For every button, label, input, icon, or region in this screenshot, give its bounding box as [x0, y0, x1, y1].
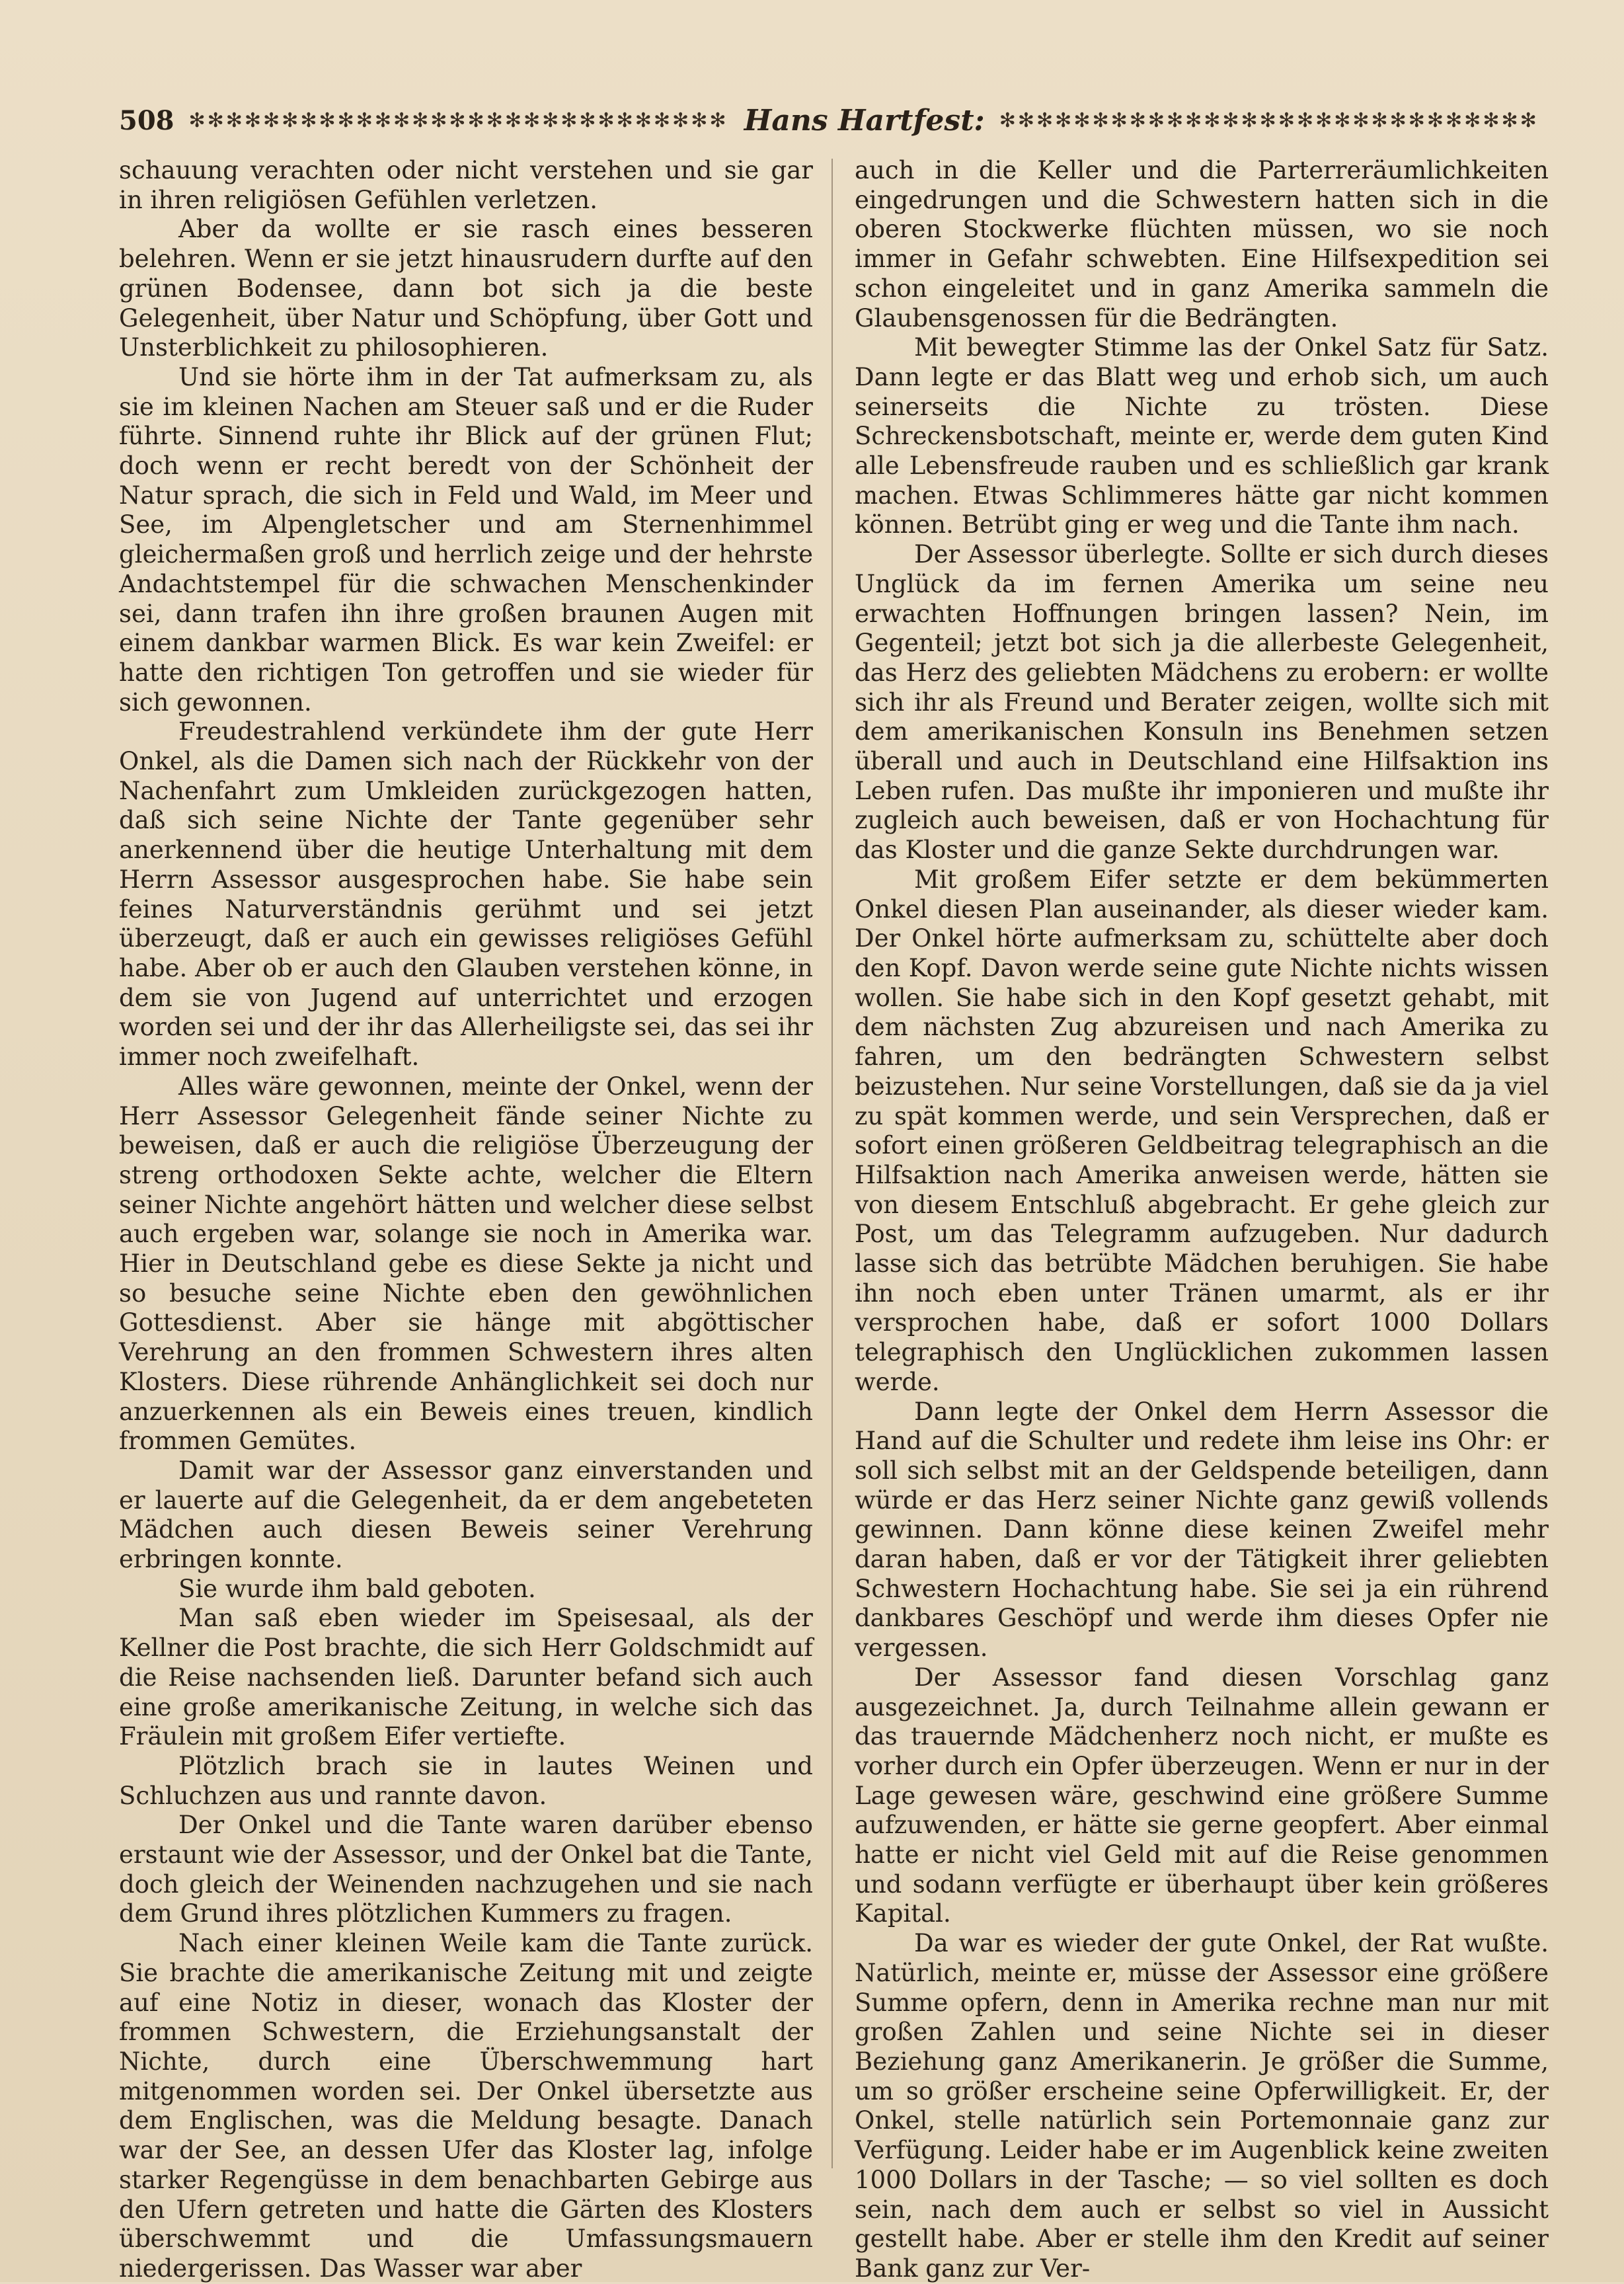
paragraph: Damit war der Assessor ganz einverstanden und er lauerte auf die Gelegenheit, da er dem angebeteten Mädchen auch diesen Beweis seiner Verehrung erbringen konnte.: [119, 1456, 813, 1574]
paragraph: auch in die Keller und die Parterreräumlichkeiten eingedrungen und die Schwestern hatten sich in die oberen Stockwerke flüchten müssen, wo sie noch immer in Gefahr schwebten. Eine Hilfsexpedition sei schon eingeleitet und in ganz Amerika sammeln die Glaubensgenossen für die Bedrängten.: [855, 156, 1549, 333]
paragraph: Sie wurde ihm bald geboten.: [178, 1574, 536, 1603]
paragraph: Aber da wollte er sie rasch eines besseren belehren. Wenn er sie jetzt hinausrudern durfte auf den grünen Bodensee, dann bot sich ja die beste Gelegenheit, über Natur und Schöpfung, über Gott und Unsterblichkeit zu philosophieren.: [119, 215, 813, 362]
paragraph: Da war es wieder der gute Onkel, der Rat wußte. Natürlich, meinte er, müsse der Assessor eine größere Summe opfern, denn in Amerika rechne man nur mit großen Zahlen und seine Nichte sei in dieser Beziehung ganz Amerikanerin. Je größer die Summe, um so größer erscheine seine Opferwilligkeit. Er, der Onkel, stelle natürlich sein Portemonnaie ganz zur Verfügung. Leider habe er im Augenblick keine zweiten 1000 Dollars in der Tasche; — so viel sollten es doch sein, nach dem auch er selbst so viel in Aussicht gestellt habe. Aber er stelle ihm den Kredit auf seiner Bank ganz zur Ver-: [855, 1929, 1549, 2283]
page-header: [119, 99, 1540, 141]
paragraph: Der Assessor fand diesen Vorschlag ganz ausgezeichnet. Ja, durch Teilnahme allein gewann er das trauernde Mädchenherz noch nicht, er mußte es vorher durch ein Opfer überzeugen. Wenn er nur in der Lage gewesen wäre, geschwind eine größere Summe aufzuwenden, er hätte sie gerne geopfert. Aber einmal hatte er nicht viel Geld mit auf die Reise genommen und sodann verfügte er überhaupt über kein größeres Kapital.: [855, 1663, 1549, 1928]
paragraph: Mit großem Eifer setzte er dem bekümmerten Onkel diesen Plan auseinander, als dieser wieder kam. Der Onkel hörte aufmerksam zu, schüttelte aber doch den Kopf. Davon werde seine gute Nichte nichts wissen wollen. Sie habe sich in den Kopf gesetzt gehabt, mit dem nächsten Zug abzureisen und nach Amerika zu fahren, um den bedrängten Schwestern selbst beizustehen. Nur seine Vorstellungen, daß sie da ja viel zu spät kommen werde, und sein Versprechen, daß er sofort einen größeren Geldbeitrag telegraphisch an die Hilfsaktion nach Amerika anweisen werde, hätten sie von diesem Entschluß abgebracht. Er gehe gleich zur Post, um das Telegramm aufzugeben. Nur dadurch lasse sich das betrübte Mädchen beruhigen. Sie habe ihn noch eben unter Tränen umarmt, als er ihr versprochen habe, daß er sofort 1000 Dollars telegraphisch den Unglücklichen zukommen lassen werde.: [855, 865, 1549, 1396]
paragraph: Dann legte der Onkel dem Herrn Assessor die Hand auf die Schulter und redete ihm leise ins Ohr: er soll sich selbst mit an der Geldspende beteiligen, dann würde er das Herz seiner Nichte ganz gewiß vollends gewinnen. Dann könne diese keinen Zweifel mehr daran haben, daß er vor der Tätigkeit ihrer geliebten Schwestern Hochachtung habe. Sie sei ja ein rührend dankbares Geschöpf und werde ihm dieses Opfer nie vergessen.: [855, 1397, 1549, 1663]
paragraph: Der Assessor überlegte. Sollte er sich durch dieses Unglück da im fernen Amerika um seine neu erwachten Hoffnungen bringen lassen? Nein, im Gegenteil; jetzt bot sich ja die allerbeste Gelegenheit, das Herz des geliebten Mädchens zu erobern: er wollte sich ihr als Freund und Berater zeigen, wollte sich mit dem amerikanischen Konsuln ins Benehmen setzen überall und auch in Deutschland eine Hilfsaktion ins Leben rufen. Das mußte ihr imponieren und mußte ihr zugleich auch beweisen, daß er von Hochachtung für das Kloster und die ganze Sekte durchdrungen war.: [855, 540, 1549, 865]
paragraph: Freudestrahlend verkündete ihm der gute Herr Onkel, als die Damen sich nach der Rückkehr von der Nachenfahrt zum Umkleiden zurückgezogen hatten, daß sich seine Nichte der Tante gegenüber sehr anerkennend über die heutige Unterhaltung mit dem Herrn Assessor ausgesprochen habe. Sie habe sein feines Naturverständnis gerühmt und sei jetzt überzeugt, daß er auch ein gewisses religiöses Gefühl habe. Aber ob er auch den Glauben verstehen könne, in dem sie von Jugend auf unterrichtet und erzogen worden sei und der ihr das Allerheiligste sei, das sei ihr immer noch zweifelhaft.: [119, 717, 813, 1072]
left-column: [119, 156, 813, 2283]
paragraph: Plötzlich brach sie in lautes Weinen und Schluchzen aus und rannte davon.: [119, 1751, 813, 1810]
paragraph: Nach einer kleinen Weile kam die Tante zurück. Sie brachte die amerikanische Zeitung mit und zeigte auf eine Notiz in dieser, wonach das Kloster der frommen Schwestern, die Erziehungsanstalt der Nichte, durch eine Überschwemmung hart mitgenommen worden sei. Der Onkel übersetzte aus dem Englischen, was die Meldung besagte. Danach war der See, an dessen Ufer das Kloster lag, infolge starker Regengüsse in dem benachbarten Gebirge aus den Ufern getreten und hatte die Gärten des Klosters überschwemmt und die Umfassungsmauern niedergerissen. Das Wasser war aber: [119, 1929, 813, 2283]
paragraph: schauung verachten oder nicht verstehen und sie gar in ihren religiösen Gefühlen verletzen.: [119, 156, 813, 214]
running-head: Hans Hartfest:: [744, 103, 985, 138]
ornament-rule-left: ✻✻✻✻✻✻✻✻✻✻✻✻✻✻✻✻✻✻✻✻✻✻✻✻✻✻✻✻✻: [188, 108, 728, 132]
column-divider: [831, 159, 833, 2168]
ornament-rule-right: ✻✻✻✻✻✻✻✻✻✻✻✻✻✻✻✻✻✻✻✻✻✻✻✻✻✻✻✻✻: [999, 108, 1539, 132]
paragraph: Und sie hörte ihm in der Tat aufmerksam zu, als sie im kleinen Nachen am Steuer saß und er die Ruder führte. Sinnend ruhte ihr Blick auf der grünen Flut; doch wenn er recht beredt von der Schönheit der Natur sprach, die sich in Feld und Wald, im Meer und See, im Alpengletscher und am Sternenhimmel gleichermaßen groß und herrlich zeige und der hehrste Andachtstempel für die schwachen Menschenkinder sei, dann trafen ihn ihre großen braunen Augen mit einem dankbar warmen Blick. Es war kein Zweifel: er hatte den richtigen Ton getroffen und sie wieder für sich gewonnen.: [119, 362, 813, 717]
paragraph: Der Onkel und die Tante waren darüber ebenso erstaunt wie der Assessor, und der Onkel bat die Tante, doch gleich der Weinenden nachzugehen und sie nach dem Grund ihres plötzlichen Kummers zu fragen.: [119, 1811, 813, 1928]
paragraph: Mit bewegter Stimme las der Onkel Satz für Satz. Dann legte er das Blatt weg und erhob sich, um auch seinerseits die Nichte zu trösten. Diese Schreckensbotschaft, meinte er, werde dem guten Kind alle Lebensfreude rauben und es schließlich gar krank machen. Etwas Schlimmeres hätte gar nicht kommen können. Betrübt ging er weg und die Tante ihm nach.: [855, 333, 1549, 539]
right-column: [855, 156, 1549, 2283]
page-number: 508: [119, 104, 174, 136]
paragraph: Alles wäre gewonnen, meinte der Onkel, wenn der Herr Assessor Gelegenheit fände seiner Nichte zu beweisen, daß er auch die religiöse Überzeugung der streng orthodoxen Sekte achte, welcher die Eltern seiner Nichte angehört hätten und welcher diese selbst auch ergeben war, solange sie noch in Amerika war. Hier in Deutschland gebe es diese Sekte ja nicht und so besuche seine Nichte eben den gewöhnlichen Gottesdienst. Aber sie hänge mit abgöttischer Verehrung an den frommen Schwestern ihres alten Klosters. Diese rührende Anhänglichkeit sei doch nur anzuerkennen als ein Beweis eines treuen, kindlich frommen Gemütes.: [119, 1072, 813, 1456]
paragraph: Man saß eben wieder im Speisesaal, als der Kellner die Post brachte, die sich Herr Goldschmidt auf die Reise nachsenden ließ. Darunter befand sich auch eine große amerikanische Zeitung, in welche sich das Fräulein mit großem Eifer vertiefte.: [119, 1604, 813, 1751]
